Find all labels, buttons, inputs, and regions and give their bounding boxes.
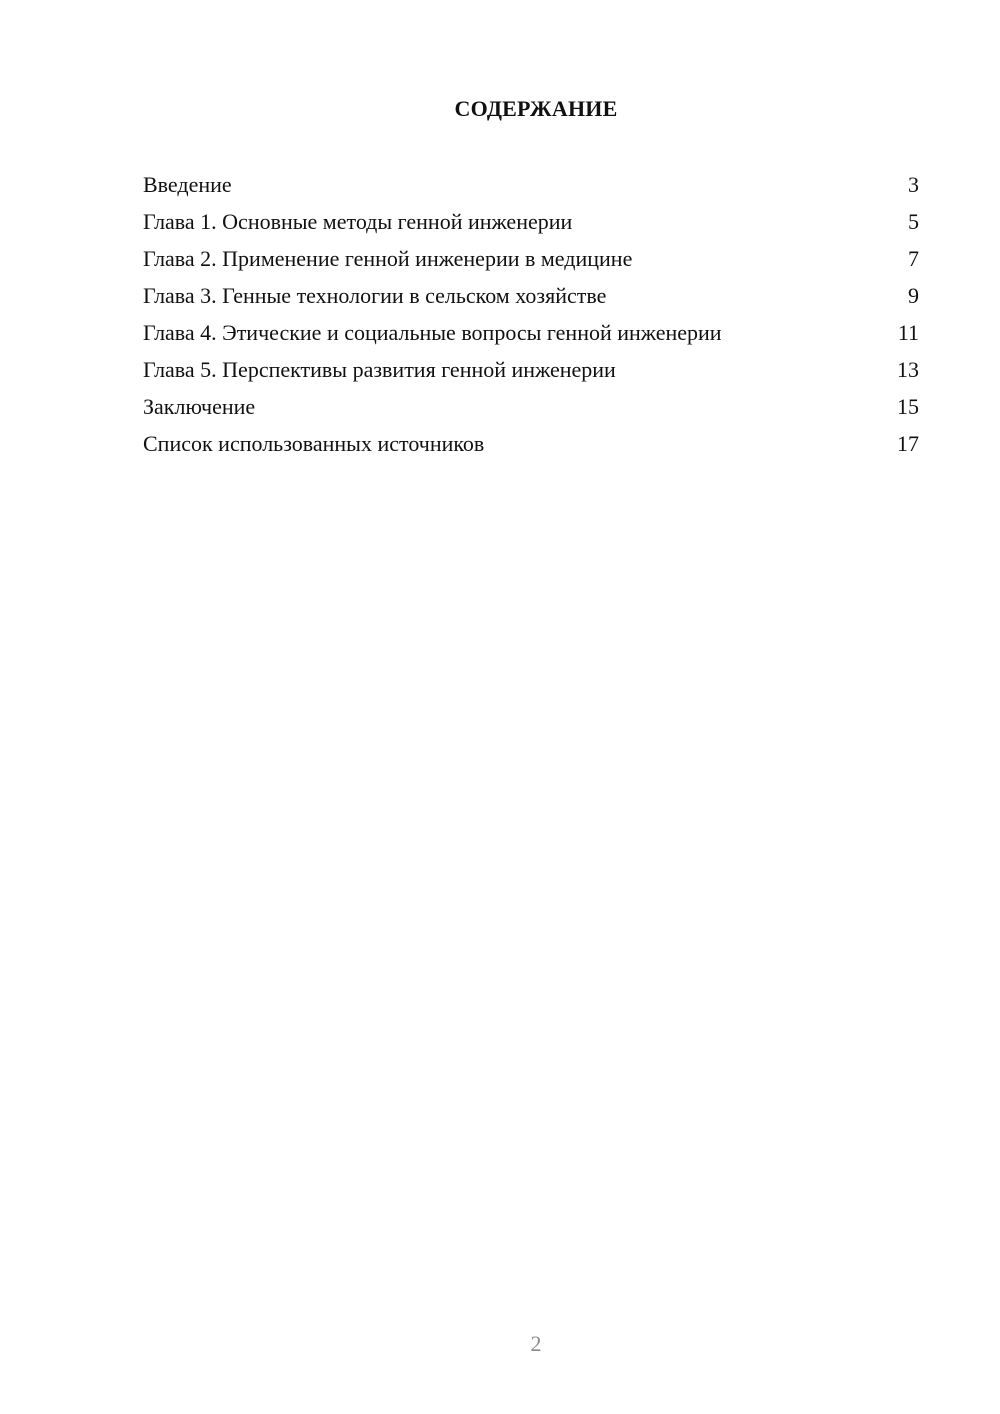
toc-entry-label: Введение [143,172,232,197]
toc-entry-chapter-3 [143,277,919,314]
toc-entry-page: 7 [908,246,919,271]
toc-entry-chapter-2 [143,240,919,277]
toc-entry-chapter-4 [143,314,919,351]
toc-entry-page: 9 [908,283,919,308]
toc-entry-references [143,425,919,462]
toc-entry-page: 3 [908,172,919,197]
page-number: 2 [530,1331,542,1356]
toc-entry-label: Список использованных источников [143,431,485,456]
toc-title: СОДЕРЖАНИЕ [454,96,618,121]
table-of-contents [143,166,919,462]
toc-entry-conclusion [143,388,919,425]
toc-entry-label: Глава 4. Этические и социальные вопросы генной инженерии [143,320,722,345]
toc-entry-page: 17 [897,431,919,456]
toc-entry-chapter-5 [143,351,919,388]
toc-entry-label: Глава 2. Применение генной инженерии в медицине [143,246,633,271]
toc-entry-label: Заключение [143,394,256,419]
toc-entry-chapter-1 [143,203,919,240]
toc-entry-label: Глава 3. Генные технологии в сельском хозяйстве [143,283,607,308]
toc-entry-page: 15 [897,394,919,419]
toc-entry-page: 5 [908,209,919,234]
toc-entry-label: Глава 1. Основные методы генной инженерии [143,209,573,234]
toc-entry-page: 13 [897,357,919,382]
toc-entry-page: 11 [897,320,919,345]
toc-entry-introduction [143,166,919,203]
toc-entry-label: Глава 5. Перспективы развития генной инженерии [143,357,616,382]
